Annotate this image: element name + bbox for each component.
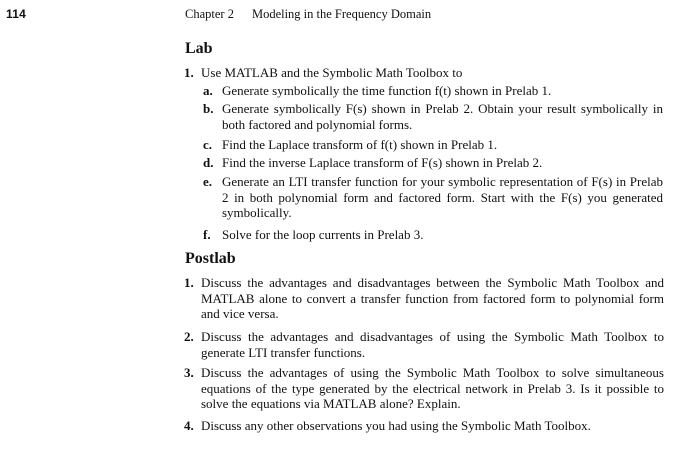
- list-text: Use MATLAB and the Symbolic Math Toolbox to: [201, 65, 463, 80]
- list-text: Generate an LTI transfer function for your symbolic representation of F(s) in Prelab 2 in both polynomial form and factored form. Start with the F(s) you generated symbolically.: [222, 174, 663, 220]
- list-text: Discuss any other observations you had using the Symbolic Math Toolbox.: [201, 418, 591, 433]
- list-letter: e.: [203, 174, 213, 189]
- list-number: 1.: [184, 65, 194, 80]
- chapter-title: Modeling in the Frequency Domain: [251, 7, 432, 21]
- list-letter: a.: [203, 83, 213, 98]
- lab-subitem-f: [203, 227, 663, 243]
- list-letter: c.: [203, 137, 213, 152]
- page-number: 114: [6, 7, 26, 21]
- list-letter: b.: [203, 101, 214, 116]
- lab-heading: Lab: [185, 40, 213, 57]
- lab-subitem-d: [203, 155, 663, 171]
- lab-item-1: [184, 65, 664, 81]
- postlab-item-3: [184, 365, 664, 412]
- lab-subitem-a: [203, 83, 663, 99]
- list-letter: d.: [203, 155, 214, 170]
- list-text: Find the Laplace transform of f(t) shown in Prelab 1.: [222, 137, 498, 152]
- list-number: 1.: [184, 275, 194, 290]
- list-text: Discuss the advantages and disadvantages of using the Symbolic Math Toolbox to generate LTI transfer functions.: [201, 329, 664, 360]
- list-text: Discuss the advantages of using the Symbolic Math Toolbox to solve simultaneous equations of the type generated by the electrical network in Prelab 3. Is it possible to solve the equations via MATLAB alone? Explain.: [201, 365, 664, 411]
- postlab-item-4: [184, 418, 664, 434]
- list-number: 3.: [184, 365, 194, 380]
- list-text: Generate symbolically F(s) shown in Prelab 2. Obtain your result symbolically in both factored and polynomial forms.: [222, 101, 663, 132]
- chapter-label: Chapter 2: [185, 7, 234, 21]
- lab-subitem-b: [203, 101, 663, 132]
- lab-subitem-e: [203, 174, 663, 221]
- list-text: Find the inverse Laplace transform of F(s) shown in Prelab 2.: [222, 155, 543, 170]
- list-letter: f.: [203, 227, 211, 242]
- list-number: 2.: [184, 329, 194, 344]
- list-text: Discuss the advantages and disadvantages between the Symbolic Math Toolbox and MATLAB alone to convert a transfer function from factored form to polynomial form and vice versa.: [201, 275, 664, 321]
- postlab-item-1: [184, 275, 664, 322]
- list-text: Generate symbolically the time function f(t) shown in Prelab 1.: [222, 83, 552, 98]
- running-head: [185, 7, 431, 22]
- postlab-item-2: [184, 329, 664, 360]
- list-number: 4.: [184, 418, 194, 433]
- postlab-heading: Postlab: [185, 250, 236, 267]
- lab-subitem-c: [203, 137, 663, 153]
- list-text: Solve for the loop currents in Prelab 3.: [222, 227, 424, 242]
